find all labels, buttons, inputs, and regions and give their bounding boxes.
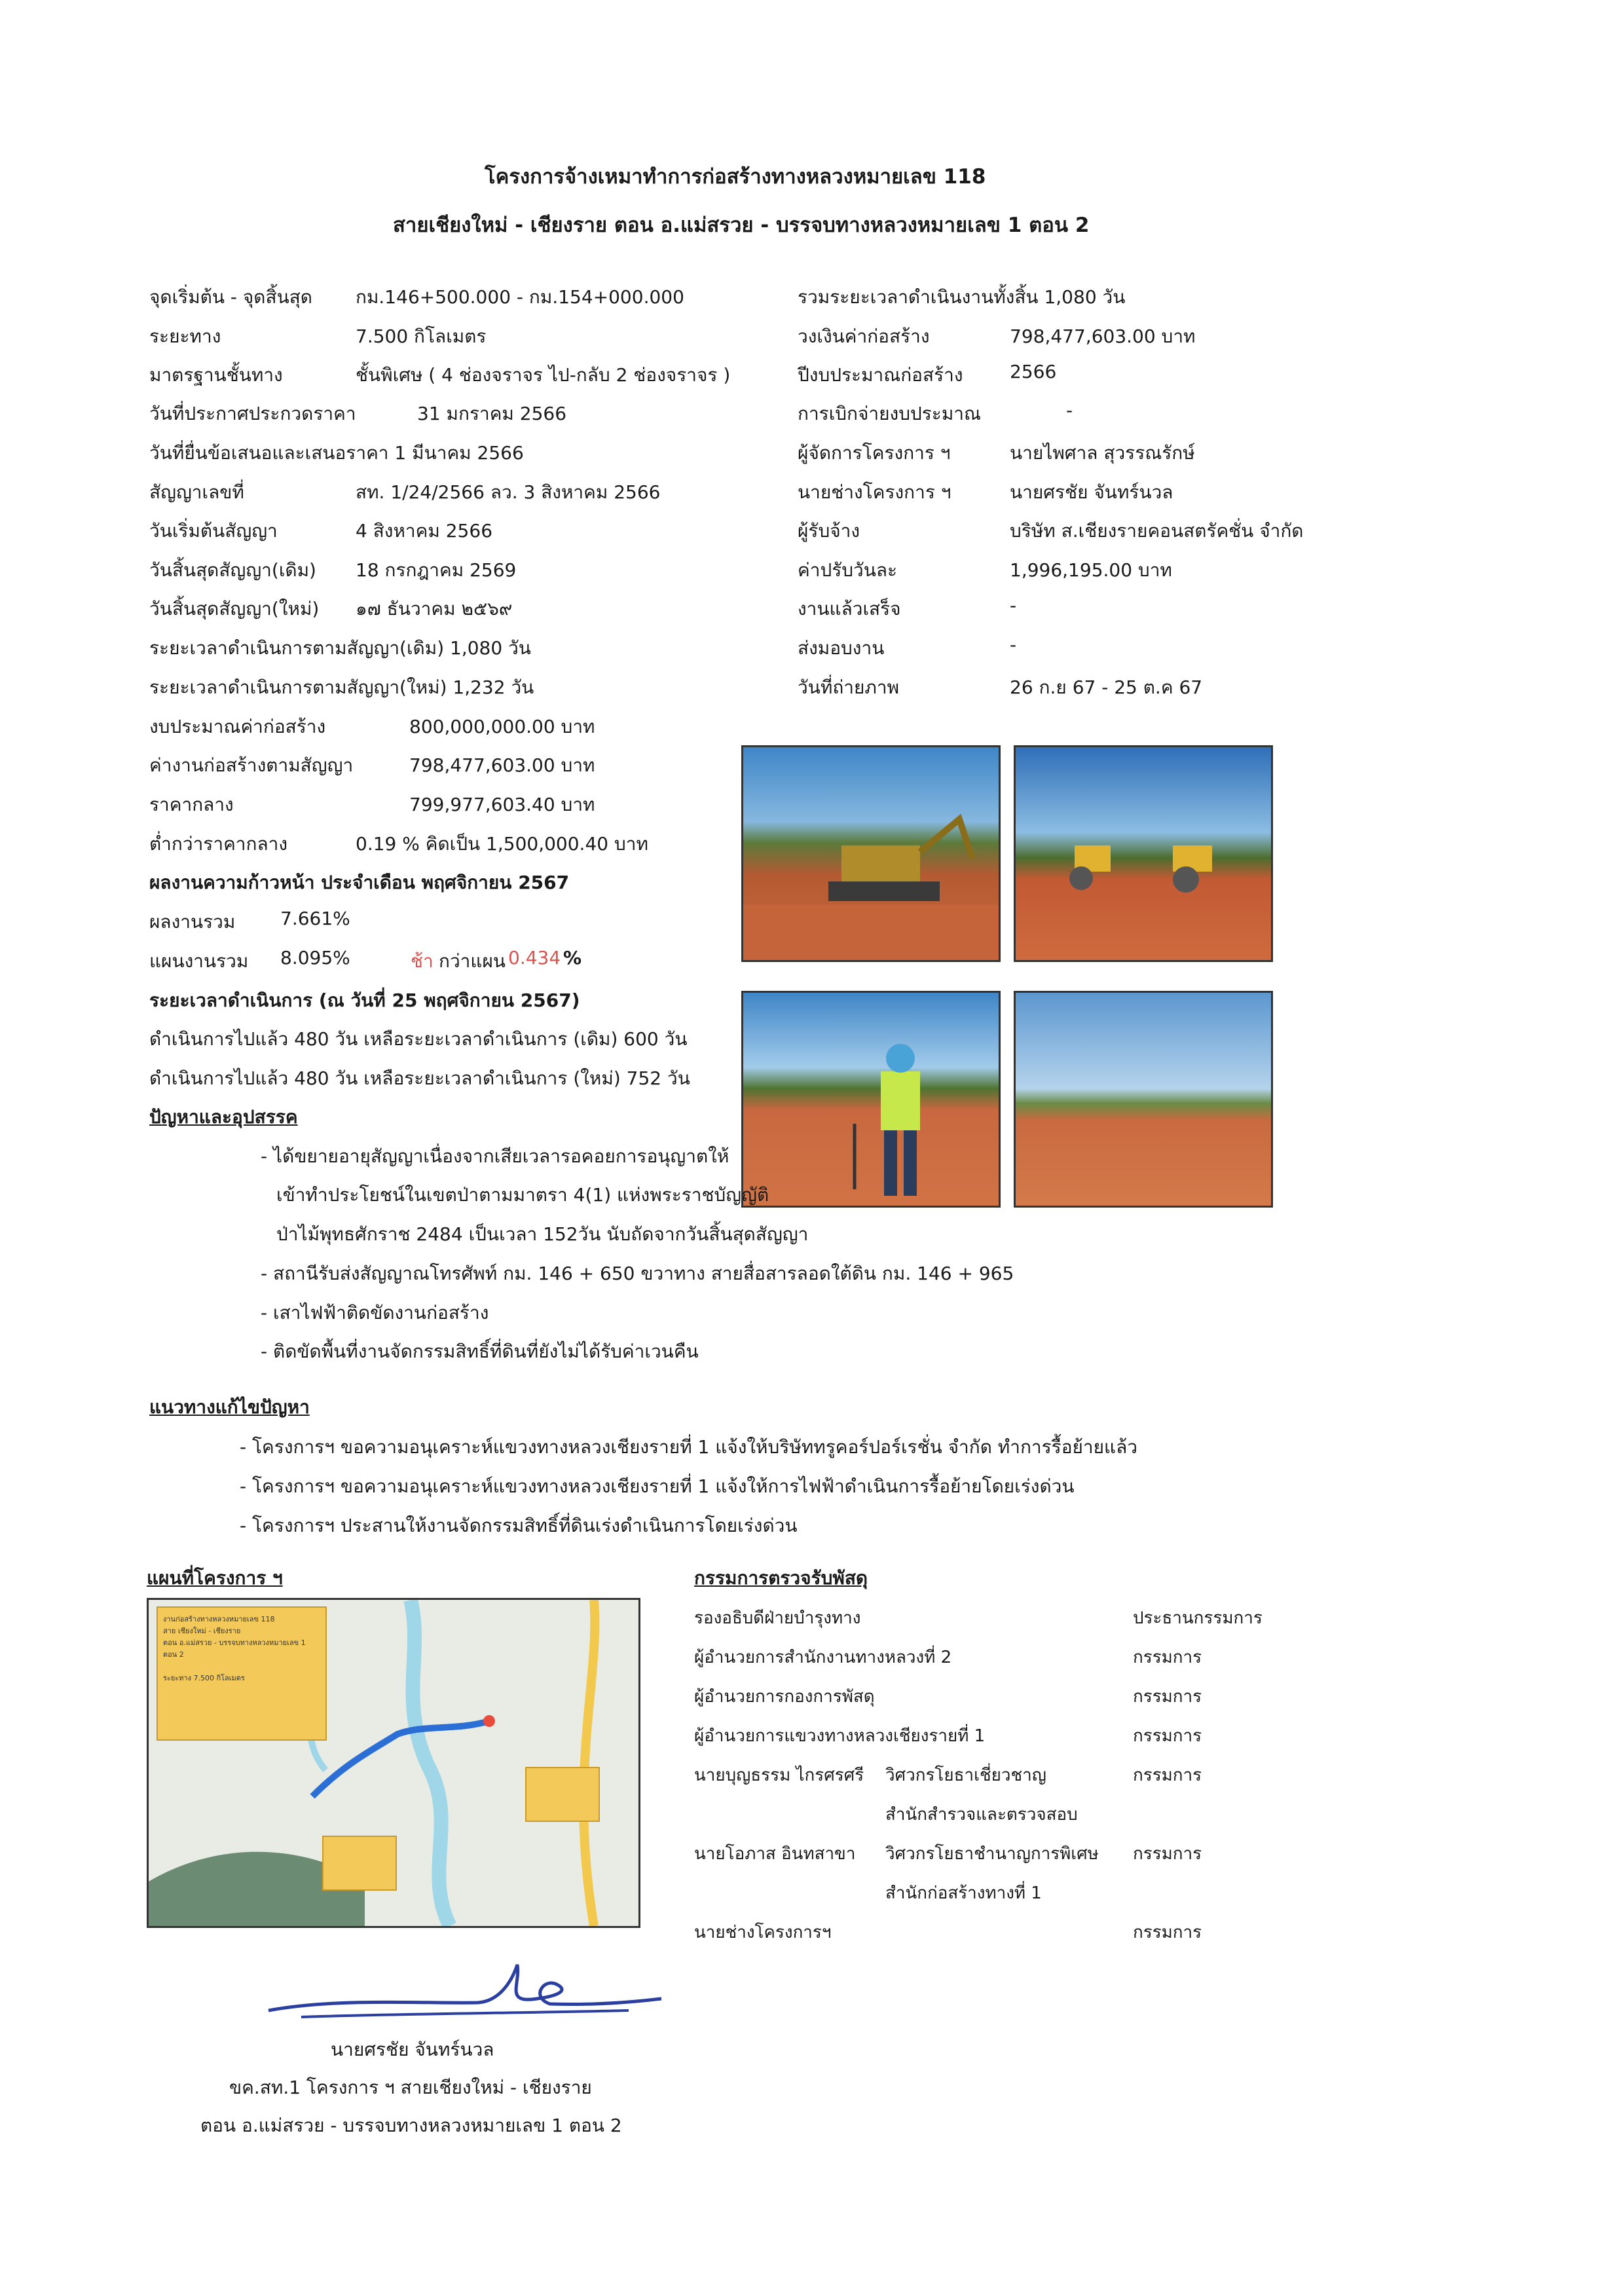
info-label: ผู้รับจ้าง <box>798 520 860 542</box>
info-value: ชั้นพิเศษ ( 4 ช่องจราจร ไป-กลับ 2 ช่องจราจร ) <box>356 364 731 386</box>
map-info-box <box>157 1606 327 1741</box>
committee-role: กรรมการ <box>1133 1766 1202 1785</box>
problem-line: - ติดขัดพื้นที่งานจัดกรรมสิทธิ์ที่ดินที่ยังไม่ได้รับค่าเวนคืน <box>261 1341 699 1362</box>
committee-role: กรรมการ <box>1133 1648 1202 1667</box>
info-label: วันสิ้นสุดสัญญา(ใหม่) <box>149 598 320 620</box>
info-label: วงเงินค่าก่อสร้าง <box>798 325 930 347</box>
info-value: ๑๗ ธันวาคม ๒๕๖๙ <box>356 598 513 620</box>
info-label: ผู้จัดการโครงการ ฯ <box>798 442 951 464</box>
info-label: ระยะเวลาดำเนินการตามสัญญา(เดิม) 1,080 วัน <box>149 637 531 659</box>
info-label: ปีงบประมาณก่อสร้าง <box>798 364 963 386</box>
committee-role: กรรมการ <box>1133 1923 1202 1942</box>
delay-value: 0.434 <box>508 947 561 969</box>
info-value: 798,477,603.00 บาท <box>1010 325 1196 347</box>
committee-role: ประธานกรรมการ <box>1133 1608 1263 1628</box>
signer-title-1: ขค.สท.1 โครงการ ฯ สายเชียงใหม่ - เชียงราย <box>229 2077 592 2098</box>
info-value: - <box>1010 595 1017 616</box>
info-value: 2566 <box>1010 361 1057 382</box>
info-value: - <box>1066 399 1073 421</box>
info-label: วันที่ถ่ายภาพ <box>798 676 900 698</box>
info-value: 1,996,195.00 บาท <box>1010 559 1172 581</box>
committee-name: ผู้อำนวยการสำนักงานทางหลวงที่ 2 <box>694 1648 952 1667</box>
budget-value: 800,000,000.00 บาท <box>409 716 595 737</box>
problem-line: ป่าไม้พุทธศักราช 2484 เป็นเวลา 152วัน นับถัดจากวันสิ้นสุดสัญญา <box>276 1223 809 1245</box>
info-label: วันสิ้นสุดสัญญา(เดิม) <box>149 559 316 581</box>
map-start-marker-box <box>322 1836 397 1891</box>
map-box-line: สาย เชียงใหม่ - เชียงราย <box>163 1627 241 1635</box>
delay-text: กว่าแผน <box>439 950 506 972</box>
map-box-line: ตอน อ.แม่สรวย - บรรจบทางหลวงหมายเลข 1 ตอน 2 <box>163 1639 306 1659</box>
delay-prefix: ช้า <box>411 950 434 972</box>
problems-heading: ปัญหาและอุปสรรค <box>149 1106 298 1128</box>
excavator-shape <box>743 747 999 960</box>
committee-position: วิศวกรโยธาชำนาญการพิเศษ <box>885 1844 1099 1864</box>
signer-name: นายศรชัย จันทร์นวล <box>331 2039 494 2060</box>
info-value: 18 กรกฎาคม 2569 <box>356 559 517 581</box>
progress-heading: ผลงานความก้าวหน้า ประจำเดือน พฤศจิกายน 2567 <box>149 872 570 893</box>
info-label: วันที่ยื่นข้อเสนอและเสนอราคา 1 มีนาคม 2566 <box>149 442 524 464</box>
committee-name: ผู้อำนวยการกองการพัสดุ <box>694 1687 875 1707</box>
solution-line: - โครงการฯ ขอความอนุเคราะห์แขวงทางหลวงเชียงรายที่ 1 แจ้งให้บริษัททรูคอร์ปอร์เรชั่น จำกัด ทำการรื้อย้ายแล้ว <box>240 1436 1137 1458</box>
solution-line: - โครงการฯ ขอความอนุเคราะห์แขวงทางหลวงเชียงรายที่ 1 แจ้งให้การไฟฟ้าดำเนินการรื้อย้ายโดยเร่งด่วน <box>240 1475 1075 1497</box>
info-label: วันเริ่มต้นสัญญา <box>149 520 278 542</box>
solution-line: - โครงการฯ ประสานให้งานจัดกรรมสิทธิ์ที่ดินเร่งดำเนินการโดยเร่งด่วน <box>240 1515 798 1536</box>
committee-position: วิศวกรโยธาเชี่ยวชาญ <box>885 1766 1046 1785</box>
info-label: จุดเริ่มต้น - จุดสิ้นสุด <box>149 286 312 308</box>
committee-position: สำนักก่อสร้างทางที่ 1 <box>885 1883 1042 1903</box>
committee-name: ผู้อำนวยการแขวงทางหลวงเชียงรายที่ 1 <box>694 1726 986 1746</box>
map-box-line: งานก่อสร้างทางหลวงหมายเลข 118 <box>163 1615 275 1623</box>
map-heading: แผนที่โครงการ ฯ <box>147 1567 283 1589</box>
budget-label: ต่ำกว่าราคากลาง <box>149 833 288 855</box>
committee-heading: กรรมการตรวจรับพัสดุ <box>694 1567 868 1589</box>
info-value: 7.500 กิโลเมตร <box>356 325 487 347</box>
solutions-heading: แนวทางแก้ไขปัญหา <box>149 1396 310 1418</box>
budget-label: ค่างานก่อสร้างตามสัญญา <box>149 754 354 776</box>
problem-line: - เสาไฟฟ้าติดขัดงานก่อสร้าง <box>261 1302 489 1324</box>
info-label: ระยะทาง <box>149 325 221 347</box>
info-label: รวมระยะเวลาดำเนินงานทั้งสิ้น 1,080 วัน <box>798 286 1126 308</box>
budget-value: 799,977,603.40 บาท <box>409 794 595 815</box>
info-label: การเบิกจ่ายงบประมาณ <box>798 403 981 424</box>
committee-position: สำนักสำรวจและตรวจสอบ <box>885 1805 1078 1824</box>
progress-actual-value: 7.661% <box>280 908 350 929</box>
progress-plan-value: 8.095% <box>280 947 350 969</box>
info-value: บริษัท ส.เชียงรายคอนสตรัคชั่น จำกัด <box>1010 520 1304 542</box>
project-map <box>147 1598 640 1928</box>
committee-name: นายบุญธรรม ไกรศรศรี <box>694 1766 864 1785</box>
committee-name: นายช่างโครงการฯ <box>694 1923 832 1942</box>
info-label: ระยะเวลาดำเนินการตามสัญญา(ใหม่) 1,232 วัน <box>149 676 534 698</box>
committee-role: กรรมการ <box>1133 1726 1202 1746</box>
site-photo-survey <box>741 991 1001 1208</box>
info-label: สัญญาเลขที่ <box>149 481 244 503</box>
duration-line-new: ดำเนินการไปแล้ว 480 วัน เหลือระยะเวลาดำเนินการ (ใหม่) 752 วัน <box>149 1067 690 1089</box>
progress-actual-label: ผลงานรวม <box>149 911 236 933</box>
problem-line: เข้าทำประโยชน์ในเขตป่าตามมาตรา 4(1) แห่งพระราชบัญญัติ <box>276 1184 769 1206</box>
surveyor-shape <box>743 993 999 1206</box>
info-label: วันที่ประกาศประกวดราคา <box>149 403 356 424</box>
info-label: ค่าปรับวันละ <box>798 559 898 581</box>
info-value: กม.146+500.000 - กม.154+000.000 <box>356 286 684 308</box>
committee-name: นายโอภาส อินทสาขา <box>694 1844 856 1864</box>
delay-unit: % <box>563 947 582 969</box>
budget-label: งบประมาณค่าก่อสร้าง <box>149 716 326 737</box>
site-photo-roller <box>1014 745 1273 962</box>
site-photo-road <box>1014 991 1273 1208</box>
info-label: นายช่างโครงการ ฯ <box>798 481 951 503</box>
roller-shape <box>1016 747 1271 960</box>
info-value: สท. 1/24/2566 ลว. 3 สิงหาคม 2566 <box>356 481 661 503</box>
info-value: นายศรชัย จันทร์นวล <box>1010 481 1173 503</box>
info-label: ส่งมอบงาน <box>798 637 885 659</box>
handwritten-signature <box>262 1958 668 2030</box>
info-value: 4 สิงหาคม 2566 <box>356 520 493 542</box>
budget-value: 798,477,603.00 บาท <box>409 754 595 776</box>
duration-heading: ระยะเวลาดำเนินการ (ณ วันที่ 25 พฤศจิกายน 2567) <box>149 990 580 1011</box>
duration-line-original: ดำเนินการไปแล้ว 480 วัน เหลือระยะเวลาดำเนินการ (เดิม) 600 วัน <box>149 1028 688 1050</box>
problem-line: - ได้ขยายอายุสัญญาเนื่องจากเสียเวลารอคอยการอนุญาตให้ <box>261 1145 729 1167</box>
signer-title-2: ตอน อ.แม่สรวย - บรรจบทางหลวงหมายเลข 1 ตอน 2 <box>200 2115 622 2136</box>
committee-role: กรรมการ <box>1133 1844 1202 1864</box>
info-label: มาตรฐานชั้นทาง <box>149 364 283 386</box>
info-value: นายไพศาล สุวรรณรักษ์ <box>1010 442 1195 464</box>
map-end-marker-box <box>525 1767 600 1822</box>
budget-value: 0.19 % คิดเป็น 1,500,000.40 บาท <box>356 833 648 855</box>
page-title: โครงการจ้างเหมาทำการก่อสร้างทางหลวงหมายเลข 118 <box>485 165 986 189</box>
info-value: 26 ก.ย 67 - 25 ต.ค 67 <box>1010 676 1203 698</box>
budget-label: ราคากลาง <box>149 794 234 815</box>
problem-line: - สถานีรับส่งสัญญาณโทรศัพท์ กม. 146 + 650 ขวาทาง สายสื่อสารลอดใต้ดิน กม. 146 + 965 <box>261 1263 1014 1284</box>
page-subtitle: สายเชียงใหม่ - เชียงราย ตอน อ.แม่สรวย - บรรจบทางหลวงหมายเลข 1 ตอน 2 <box>393 213 1090 237</box>
info-value: - <box>1010 634 1017 656</box>
info-value: 31 มกราคม 2566 <box>417 403 567 424</box>
committee-role: กรรมการ <box>1133 1687 1202 1707</box>
committee-name: รองอธิบดีฝ่ายบำรุงทาง <box>694 1608 861 1628</box>
site-photo-excavator <box>741 745 1001 962</box>
progress-plan-label: แผนงานรวม <box>149 950 249 972</box>
map-box-line: ระยะทาง 7.500 กิโลเมตร <box>163 1674 245 1682</box>
info-label: งานแล้วเสร็จ <box>798 598 901 620</box>
